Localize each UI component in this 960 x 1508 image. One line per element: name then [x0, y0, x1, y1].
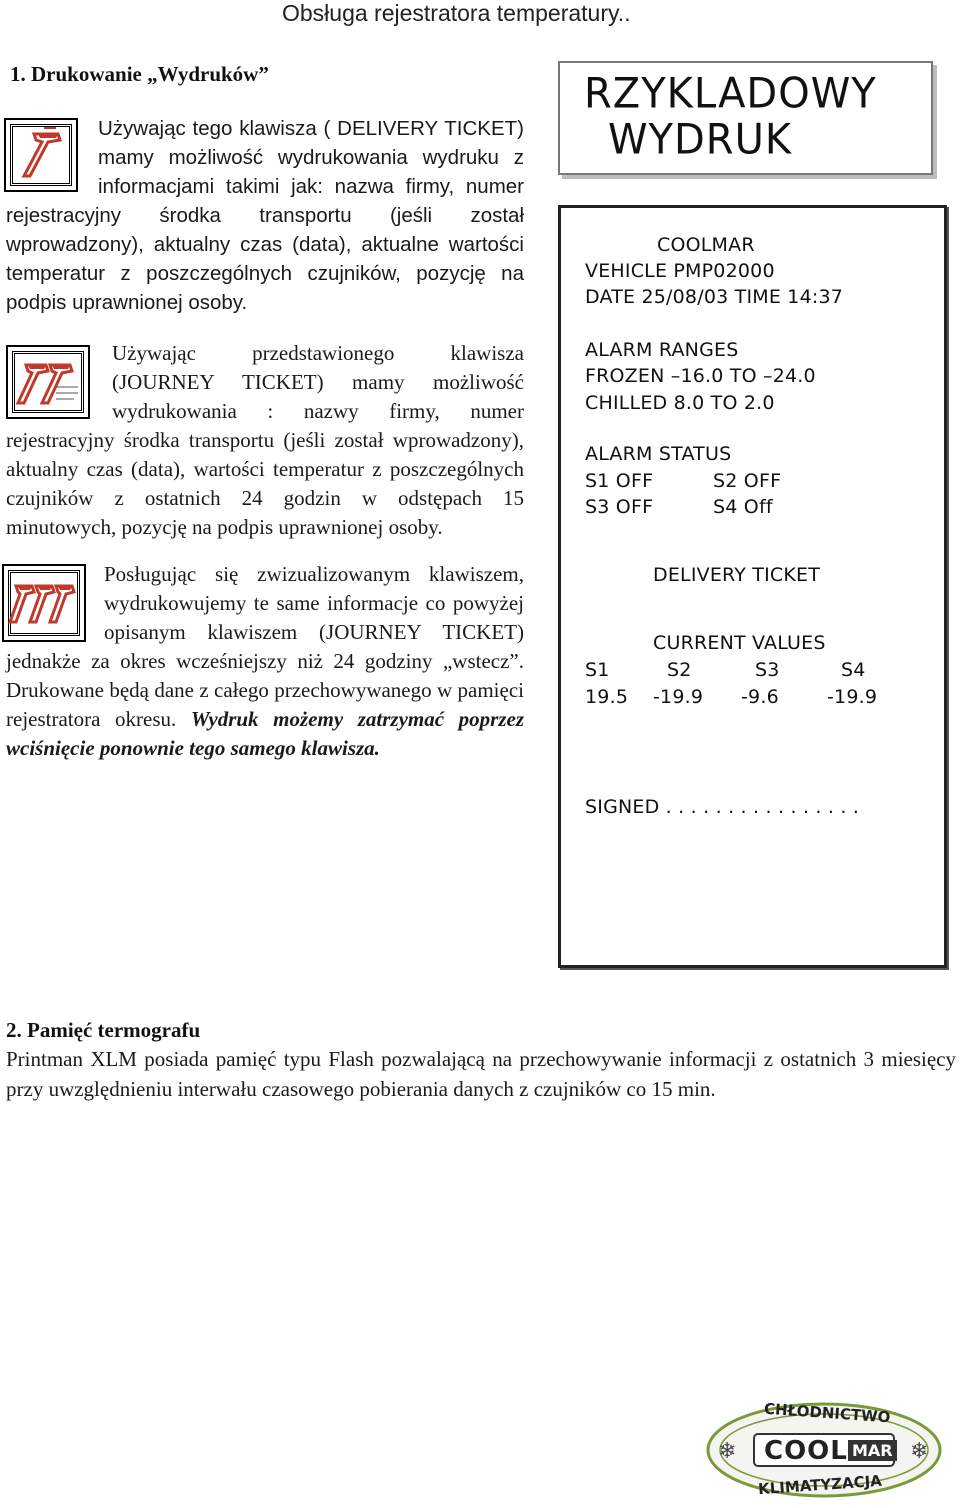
sample-printout-title-box [558, 61, 933, 175]
section-2-title: 2. Pamięć termografu [6, 1018, 201, 1042]
receipt-ticket-label: DELIVERY TICKET [653, 564, 821, 586]
logo-bottom-text: KLIMATYZACJA [757, 1471, 883, 1499]
logo-top-text: CHŁODNICTWO [763, 1399, 892, 1427]
receipt-s2-status: S2 OFF [713, 470, 782, 492]
paragraph-3-emphasis: Wydruk możemy zatrzymać poprzez wciśnięcie ponownie tego samego klawisza. [6, 707, 524, 760]
sample-title-line-1: RZYKLADOWY [584, 69, 877, 119]
svg-text:❄: ❄ [910, 1439, 929, 1464]
receipt-val-s3: -9.6 [741, 686, 779, 708]
receipt-signed-line: SIGNED . . . . . . . . . . . . . . . . [585, 796, 860, 818]
sample-title-line-2: WYDRUK [608, 115, 793, 165]
receipt-frozen-range: FROZEN –16.0 TO –24.0 [585, 365, 816, 387]
paragraph-2-text: Używając przedstawionego klawisza (JOURNEY TICKET) mamy możliwość wydrukowania : nazwy firmy, numer rejestracyjny środka transportu (jeśli został wprowadzony), aktualny czas (data), wartości temperatur z poszczególnych czujników z ostatnich 24 godzin w odstępach 15 minutowych, pozycję na podpis uprawnionej osoby. [6, 341, 524, 539]
sample-receipt [558, 205, 947, 968]
triple-printer-key-icon [2, 564, 86, 642]
receipt-current-values-label: CURRENT VALUES [653, 632, 826, 654]
paragraph-history-ticket [6, 560, 524, 763]
chlodnictwo-coolmar-logo [700, 1396, 948, 1504]
receipt-col-s2: S2 [667, 659, 692, 681]
receipt-col-s4: S4 [841, 659, 866, 681]
receipt-val-s1: 19.5 [585, 686, 629, 708]
paragraph-delivery-ticket [6, 114, 524, 317]
single-printer-key-icon [4, 118, 78, 192]
logo-left-text: COOL [764, 1436, 848, 1466]
receipt-val-s4: -19.9 [827, 686, 878, 708]
receipt-company: COOLMAR [657, 234, 755, 256]
logo-right-text: MAR [848, 1440, 897, 1461]
left-column [6, 114, 524, 763]
receipt-datetime: DATE 25/08/03 TIME 14:37 [585, 286, 844, 308]
receipt-s1-status: S1 OFF [585, 470, 654, 492]
receipt-col-s1: S1 [585, 659, 610, 681]
paragraph-journey-ticket [6, 339, 524, 542]
double-printer-key-icon [6, 345, 90, 419]
receipt-vehicle: VEHICLE PMP02000 [585, 260, 775, 282]
receipt-val-s2: -19.9 [653, 686, 704, 708]
paragraph-3-body: Posługując się zwizualizowanym klawiszem, wydrukowujemy te same informacje co powyżej opisanym klawiszem (JOURNEY TICKET) jednakże za okres wcześniejszy niż 24 godziny „wstecz”. Drukowane będą dane z całego przechowywanego w pamięci rejestratora okresu. [6, 562, 524, 731]
paragraph-1-text: Używając tego klawisza ( DELIVERY TICKET) mamy możliwość wydrukowania wydruku z informacjami takimi jak: nazwa firmy, numer rejestracyjny środka transportu (jeśli został wprowadzony), aktualny czas (data), aktualne wartości temperatur z poszczególnych czujników, pozycję na podpis uprawnionej osoby. [6, 117, 524, 314]
page-header: Obsługa rejestratora temperatury.. [282, 0, 631, 26]
section-1-title: 1. Drukowanie „Wydruków” [10, 62, 269, 86]
receipt-s4-status: S4 Off [713, 496, 773, 518]
receipt-alarm-status-label: ALARM STATUS [585, 443, 732, 465]
svg-text:❄: ❄ [718, 1439, 737, 1464]
receipt-alarm-ranges-label: ALARM RANGES [585, 339, 739, 361]
receipt-chilled-range: CHILLED 8.0 TO 2.0 [585, 392, 775, 414]
section-2-body: Printman XLM posiada pamięć typu Flash pozwalającą na przechowywanie informacji z ostatnich 3 miesięcy przy uwzględnieniu interwału czasowego pobierania danych z czujników co 15 min. [6, 1047, 956, 1101]
receipt-col-s3: S3 [755, 659, 780, 681]
receipt-s3-status: S3 OFF [585, 496, 654, 518]
